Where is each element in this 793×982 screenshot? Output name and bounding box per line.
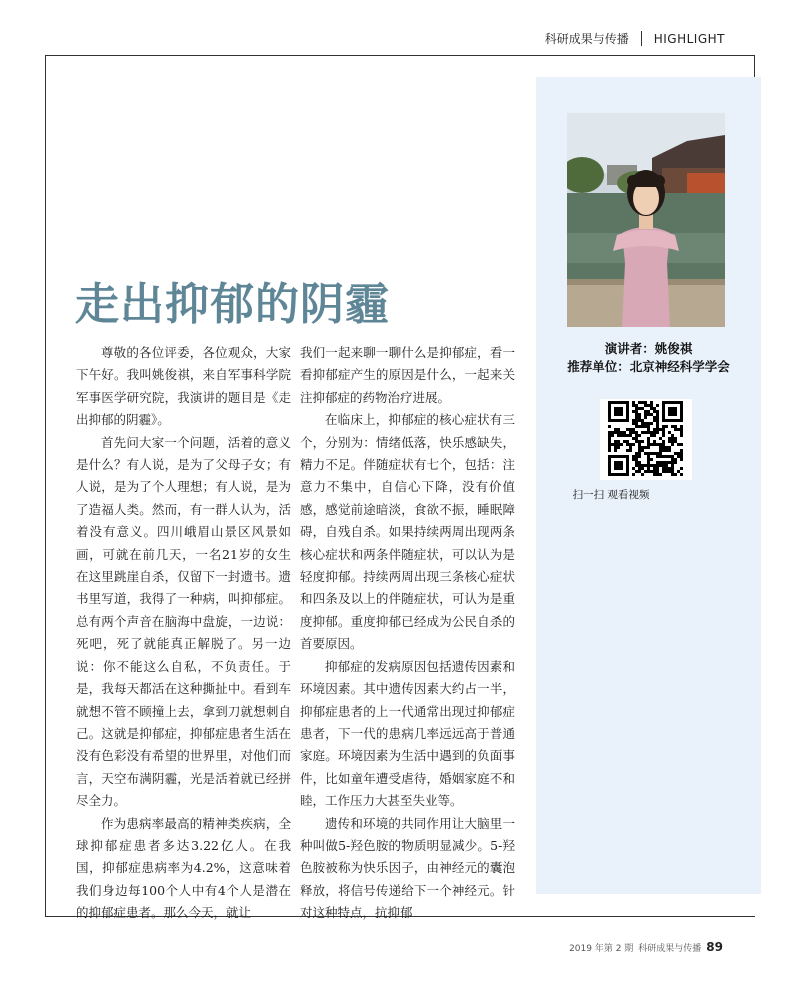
- qr-caption: 扫一扫 观看视频: [572, 489, 650, 501]
- magazine-name: 科研成果与传播: [638, 943, 702, 954]
- speaker-name: 演讲者：姚俊祺: [604, 341, 693, 356]
- qr-code[interactable]: [600, 399, 692, 480]
- header-divider: [641, 31, 642, 46]
- paragraph: 尊敬的各位评委，各位观众，大家下午好。我叫姚俊祺，来自军事科学院军事医学研究院，我演讲的题目是《走出抑郁的阴霾》。: [76, 345, 291, 428]
- page-header: [545, 30, 725, 47]
- paragraph: 遗传和环境的共同作用让大脑里一种叫做5-羟色胺的物质明显减少。5-羟色胺被称为快乐因子，由神经元的囊泡释放，将信号传递给下一个神经元。针对这种特点，抗抑郁: [300, 815, 515, 921]
- speaker-photo: [567, 113, 725, 327]
- section-label-en: HIGHLIGHT: [653, 31, 725, 46]
- paragraph: 抑郁症的发病原因包括遗传因素和环境因素。其中遗传因素大约占一半，抑郁症患者的上一代通常出现过抑郁症患者，下一代的患病几率远远高于普通家庭。环境因素为生活中遇到的负面事件，比如童年遭受虐待，婚姻家庭不和睦，工作压力大甚至失业等。: [300, 658, 515, 809]
- page-footer: [569, 940, 723, 954]
- paragraph: 在临床上，抑郁症的核心症状有三个，分别为：情绪低落，快乐感缺失，精力不足。伴随症状有七个，包括：注意力不集中，自信心下降，没有价值感，感觉前途暗淡，食欲不振，睡眠障碍，自残自杀。如果持续两周出现两条核心症状和两条伴随症状，可以认为是轻度抑郁。持续两周出现三条核心症状和四条及以上的伴随症状，可认为是重度抑郁。重度抑郁已经成为公民自杀的首要原因。: [300, 412, 515, 652]
- frame-line-right: [754, 55, 755, 77]
- article-column-2: [300, 342, 515, 925]
- article-column-1: [76, 342, 291, 925]
- frame-line-left: [45, 55, 46, 917]
- paragraph: 首先问大家一个问题，活着的意义是什么？有人说，是为了父母子女；有人说，是为了个人理想；有人说，是为了造福人类。然而，有一群人认为，活着没有意义。四川峨眉山景区风景如画，可就在前几天，一名21岁的女生在这里跳崖自杀，仅留下一封遗书。遗书里写道，我得了一种病，叫抑郁症。总有两个声音在脑海中盘旋，一边说：死吧，死了就能真正解脱了。另一边说：你不能这么自私，不负责任。于是，我每天都活在这种撕扯中。看到车就想不管不顾撞上去，拿到刀就想刺自己。这就是抑郁症，抑郁症患者生活在没有色彩没有希望的世界里，对他们而言，天空布满阴霾，光是活着就已经拼尽全力。: [76, 434, 291, 809]
- paragraph: 我们一起来聊一聊什么是抑郁症，看一看抑郁症产生的原因是什么，一起来关注抑郁症的药物治疗进展。: [300, 345, 515, 405]
- article-title: 走出抑郁的阴霾: [75, 279, 390, 330]
- page-number: 89: [706, 940, 723, 954]
- speaker-info: [536, 340, 761, 376]
- issue-label: 2019 年第 2 期: [569, 943, 634, 954]
- paragraph: 作为患病率最高的精神类疾病，全球抑郁症患者多达3.22亿人。在我国，抑郁症患病率为4.2%，这意味着我们身边每100个人中有4个人是潜在的抑郁症患者。那么今天，就让: [76, 815, 291, 921]
- recommending-org: 推荐单位：北京神经科学学会: [567, 359, 730, 374]
- section-label: 科研成果与传播: [544, 32, 629, 46]
- frame-line-top: [45, 55, 755, 56]
